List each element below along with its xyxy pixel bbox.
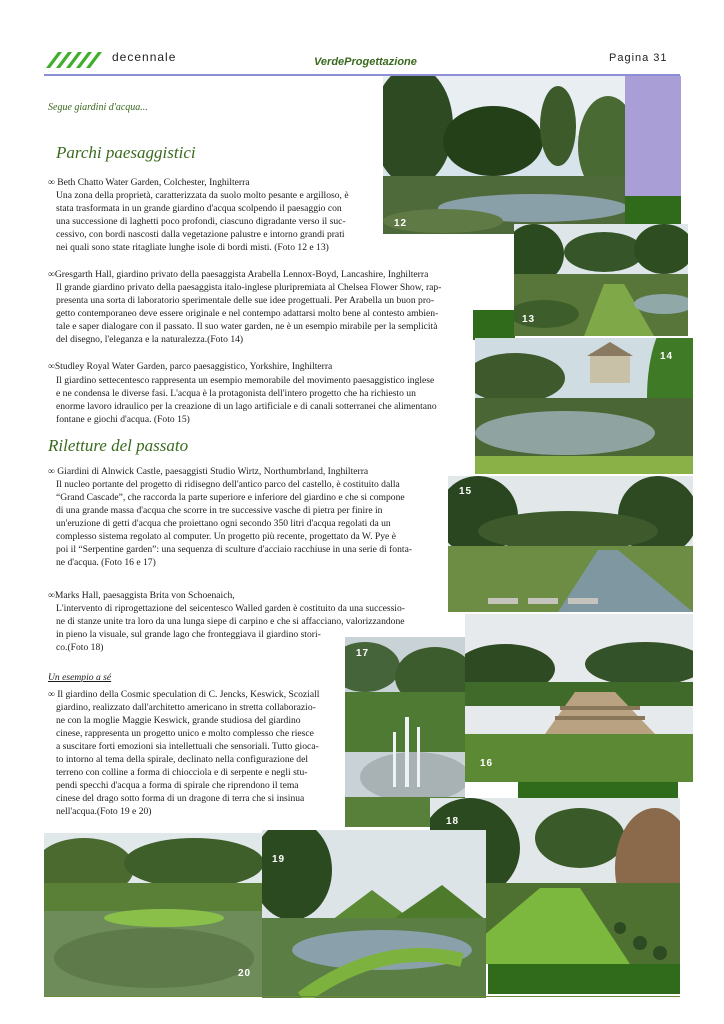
text-line: “Grand Cascade”, che raccorda la parte superiore e inferiore del giardino e che si compone [56, 492, 405, 503]
entry-heading-cosmic: ∞ Il giardino della Cosmic speculation di C. Jencks, Keswick, Scoziall [48, 689, 320, 700]
text-line: cinese, rappresenta un progetto unico e molto complesso che riesce [56, 728, 314, 739]
text-line: in pieno la visuale, sul grande lago che fronteggiava il giardino stori- [56, 629, 321, 640]
text-line: co.(Foto 18) [56, 642, 104, 653]
photo-number: 16 [480, 758, 494, 769]
text-line: nell'acqua.(Foto 19 e 20) [56, 806, 152, 817]
photo-number: 19 [272, 854, 286, 865]
entry-body-cosmic [56, 701, 344, 818]
text-line: to intorno al tema della spirale, declinato nella configurazione del [56, 754, 309, 765]
photo-number: 20 [238, 968, 252, 979]
entry-body-studley [56, 374, 472, 426]
text-line: a suscitare forti emozioni sia intellettuali che sensoriali. Tutto gioca- [56, 741, 319, 752]
entry-body-alnwick [56, 478, 448, 569]
photo-13 [514, 224, 688, 336]
text-line: del disegno, l'eleganza e la naturalezza.(Foto 14) [56, 334, 244, 345]
photo-number: 14 [660, 351, 674, 362]
entry-heading-beth: ∞ Beth Chatto Water Garden, Colchester, Inghilterra [48, 177, 250, 188]
text-line: enorme lavoro idraulico per la creazione di un lago artificiale e di canali sotterranei che alimentano [56, 401, 437, 412]
entry-heading-alnwick: ∞ Giardini di Alnwick Castle, paesaggisti Studio Wirtz, Northumbrland, Inghilterra [48, 466, 369, 477]
lavender-block [625, 76, 681, 196]
text-line: ne d'acqua. (Foto 16 e 17) [56, 557, 156, 568]
entry-body-beth [56, 189, 378, 254]
text-line: Il nucleo portante del progetto di ridisegno dell'antico parco del castello, è costituito dalla [56, 479, 400, 490]
text-line: di una grande massa d'acqua che scorre in tre successive vasche di pietra per finire in [56, 505, 383, 516]
entry-heading-gresgarth: ∞Gresgarth Hall, giardino privato della paesaggista Arabella Lennox-Boyd, Lancashire, Inghilterra [48, 269, 429, 280]
entry-body-gresgarth [56, 281, 476, 346]
text-line: getto contemporaneo deve essere originale e nel contempo adattarsi molto bene al contesto ambien- [56, 308, 439, 319]
text-line: Una zona della proprietà, caratterizzata da suolo molto pesante e argilloso, è [56, 190, 349, 201]
footer-divider [44, 996, 680, 997]
entry-heading-studley: ∞Studley Royal Water Garden, parco paesaggistico, Yorkshire, Inghilterra [48, 361, 333, 372]
dark-green-block [473, 310, 515, 340]
text-line: cessivo, con bordi nascosti dalla vegetazione palustre e intorno grandi prati [56, 229, 345, 240]
text-line: una successione di laghetti poco profondi, ciascuno digradante verso il suc- [56, 216, 346, 227]
dark-green-block [518, 780, 678, 798]
text-line: un'eruzione di getti d'acqua che proiettano ogni secondo 350 litri d'acqua regolati da un [56, 518, 391, 529]
dark-green-block [488, 962, 680, 994]
text-line: cinese del drago sotto forma di un dragone di terra che si insinua [56, 793, 305, 804]
text-line: terreno con colline a forma di chiocciola e di serpente e negli stu- [56, 767, 308, 778]
photo-number: 13 [522, 314, 536, 325]
header-magazine-title: VerdeProgettazione [314, 56, 417, 68]
text-line: L'intervento di riprogettazione del seicentesco Walled garden è costituito da una successio- [56, 603, 405, 614]
photo-15 [448, 476, 693, 612]
text-line: Il grande giardino privato della paesaggista italo-inglese pluripremiata al Chelsea Flower Show, rap- [56, 282, 442, 293]
header-page-number: Pagina 31 [609, 52, 668, 64]
subsection-label-cosmic: Un esempio a sé [48, 672, 112, 683]
text-line: ne di stanze unite tra loro da una lunga siepe di carpino e che si affacciano, valorizzandone [56, 616, 405, 627]
text-line: stata trasformata in un grande giardino d'acqua scolpendo il paesaggio con [56, 203, 342, 214]
text-line: e ne condensa le diverse fasi. L'acqua è la protagonista dell'intero progetto che ha richiesto un [56, 388, 416, 399]
dark-green-block [625, 196, 681, 224]
text-line: fontane e giochi d'acqua. (Foto 15) [56, 414, 190, 425]
photo-12 [383, 76, 625, 234]
text-line: nei quali sono state ritagliate lunghe isole di bordi misti. (Foto 12 e 13) [56, 242, 329, 253]
text-line: tale e saper dialogare con il passato. Il suo water garden, ne è un esempio mirabile per la semplicità [56, 321, 438, 332]
text-line: Il giardino settecentesco rappresenta un esempio memorabile del movimento paesaggistico inglese [56, 375, 435, 386]
text-line: presenta una sorta di laboratorio sperimentale delle sue idee progettuali. Per Arabella un buon pro- [56, 295, 435, 306]
text-line: complesso sistema regolato al computer. Un progetto più recente, progettato da W. Pye è [56, 531, 396, 542]
header-section-label: decennale [112, 50, 177, 64]
section-title-parchi: Parchi paesaggistici [56, 143, 196, 162]
photo-19 [262, 830, 486, 998]
kicker-text: Segue giardini d'acqua... [48, 102, 148, 113]
photo-number: 17 [356, 648, 370, 659]
photo-20 [44, 833, 262, 996]
magazine-logo [44, 48, 102, 72]
text-line: poi il “Serpentine garden”: una sequenza di sculture d'acciaio racchiuse in una serie di fonta- [56, 544, 413, 555]
text-line: pendi specchi d'acqua a forma di spirale che riprendono il tema [56, 780, 299, 791]
entry-heading-marks: ∞Marks Hall, paesaggista Brita von Schoenaich, [48, 590, 235, 601]
text-line: giardino, realizzato dall'architetto americano in stretta collaborazio- [56, 702, 316, 713]
photo-number: 15 [459, 486, 473, 497]
section-title-riletture: Riletture del passato [48, 436, 189, 455]
photo-number: 18 [446, 816, 460, 827]
photo-number: 12 [394, 218, 408, 229]
photo-16 [465, 614, 693, 782]
text-line: ne con la moglie Maggie Keswick, grande studiosa del giardino [56, 715, 301, 726]
